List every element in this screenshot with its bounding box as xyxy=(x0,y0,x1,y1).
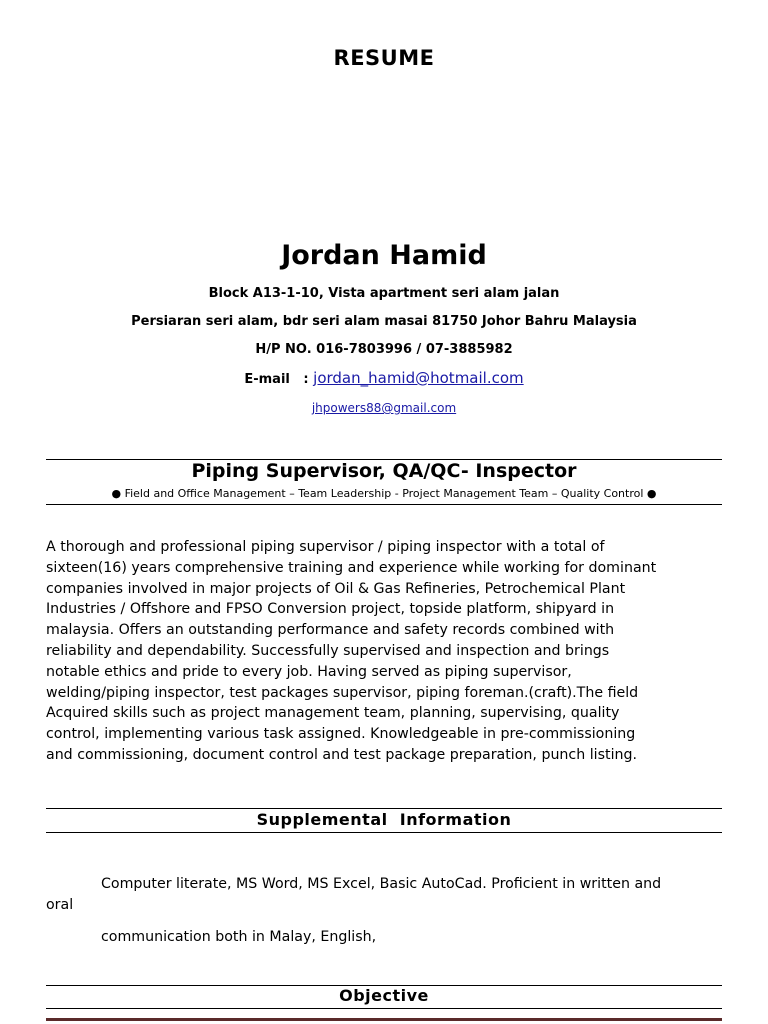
supplemental-heading: Supplemental Information xyxy=(256,810,512,829)
phone-number: H/P NO. 016-7803996 / 07-3885982 xyxy=(255,342,513,357)
email-secondary-link[interactable]: jhpowers88@gmail.com xyxy=(311,401,457,415)
objective-heading: Objective xyxy=(339,986,429,1005)
supplemental-line-1: Computer literate, MS Word, MS Excel, Basic AutoCad. Proficient in written and xyxy=(101,876,662,892)
divider xyxy=(46,1008,722,1009)
email-primary-link[interactable]: jordan_hamid@hotmail.com xyxy=(313,369,524,387)
summary-line: malaysia. Offers an outstanding performance and safety records combined with xyxy=(46,622,615,639)
headline-tagline: ● Field and Office Management – Team Leadership - Project Management Team – Quality Control ● xyxy=(111,487,657,500)
address-line-2: Persiaran seri alam, bdr seri alam masai 81750 Johor Bahru Malaysia xyxy=(131,314,637,329)
supplemental-line-2: communication both in Malay, English, xyxy=(101,929,377,945)
summary-line: sixteen(16) years comprehensive training and experience while working for dominant xyxy=(46,559,657,576)
summary-line: Industries / Offshore and FPSO Conversion project, topside platform, shipyard in xyxy=(46,601,615,618)
divider xyxy=(46,808,722,809)
divider-thick xyxy=(46,1018,722,1021)
candidate-name: Jordan Hamid xyxy=(281,240,487,271)
divider xyxy=(46,832,722,833)
summary-paragraph xyxy=(46,537,736,766)
headline-title: Piping Supervisor, QA/QC- Inspector xyxy=(191,460,577,482)
summary-line: notable ethics and pride to every job. Having served as piping supervisor, xyxy=(46,663,572,680)
summary-line: reliability and dependability. Successfully supervised and inspection and brings xyxy=(46,642,610,659)
email-row xyxy=(0,369,768,387)
summary-line: companies involved in major projects of Oil & Gas Refineries, Petrochemical Plant xyxy=(46,580,626,597)
summary-line: Acquired skills such as project management team, planning, supervising, quality xyxy=(46,705,620,722)
divider xyxy=(46,504,722,505)
document-title: RESUME xyxy=(333,46,435,70)
supplemental-line-1-continued: oral xyxy=(46,897,74,913)
summary-line: control, implementing various task assigned. Knowledgeable in pre-commissioning xyxy=(46,726,636,743)
summary-line: A thorough and professional piping supervisor / piping inspector with a total of xyxy=(46,539,605,555)
summary-line: and commissioning, document control and test package preparation, punch listing. xyxy=(46,746,638,763)
summary-line: welding/piping inspector, test packages supervisor, piping foreman.(craft).The field xyxy=(46,684,639,701)
email-label: E-mail : xyxy=(244,372,314,387)
address-line-1: Block A13-1-10, Vista apartment seri alam jalan xyxy=(208,286,560,301)
